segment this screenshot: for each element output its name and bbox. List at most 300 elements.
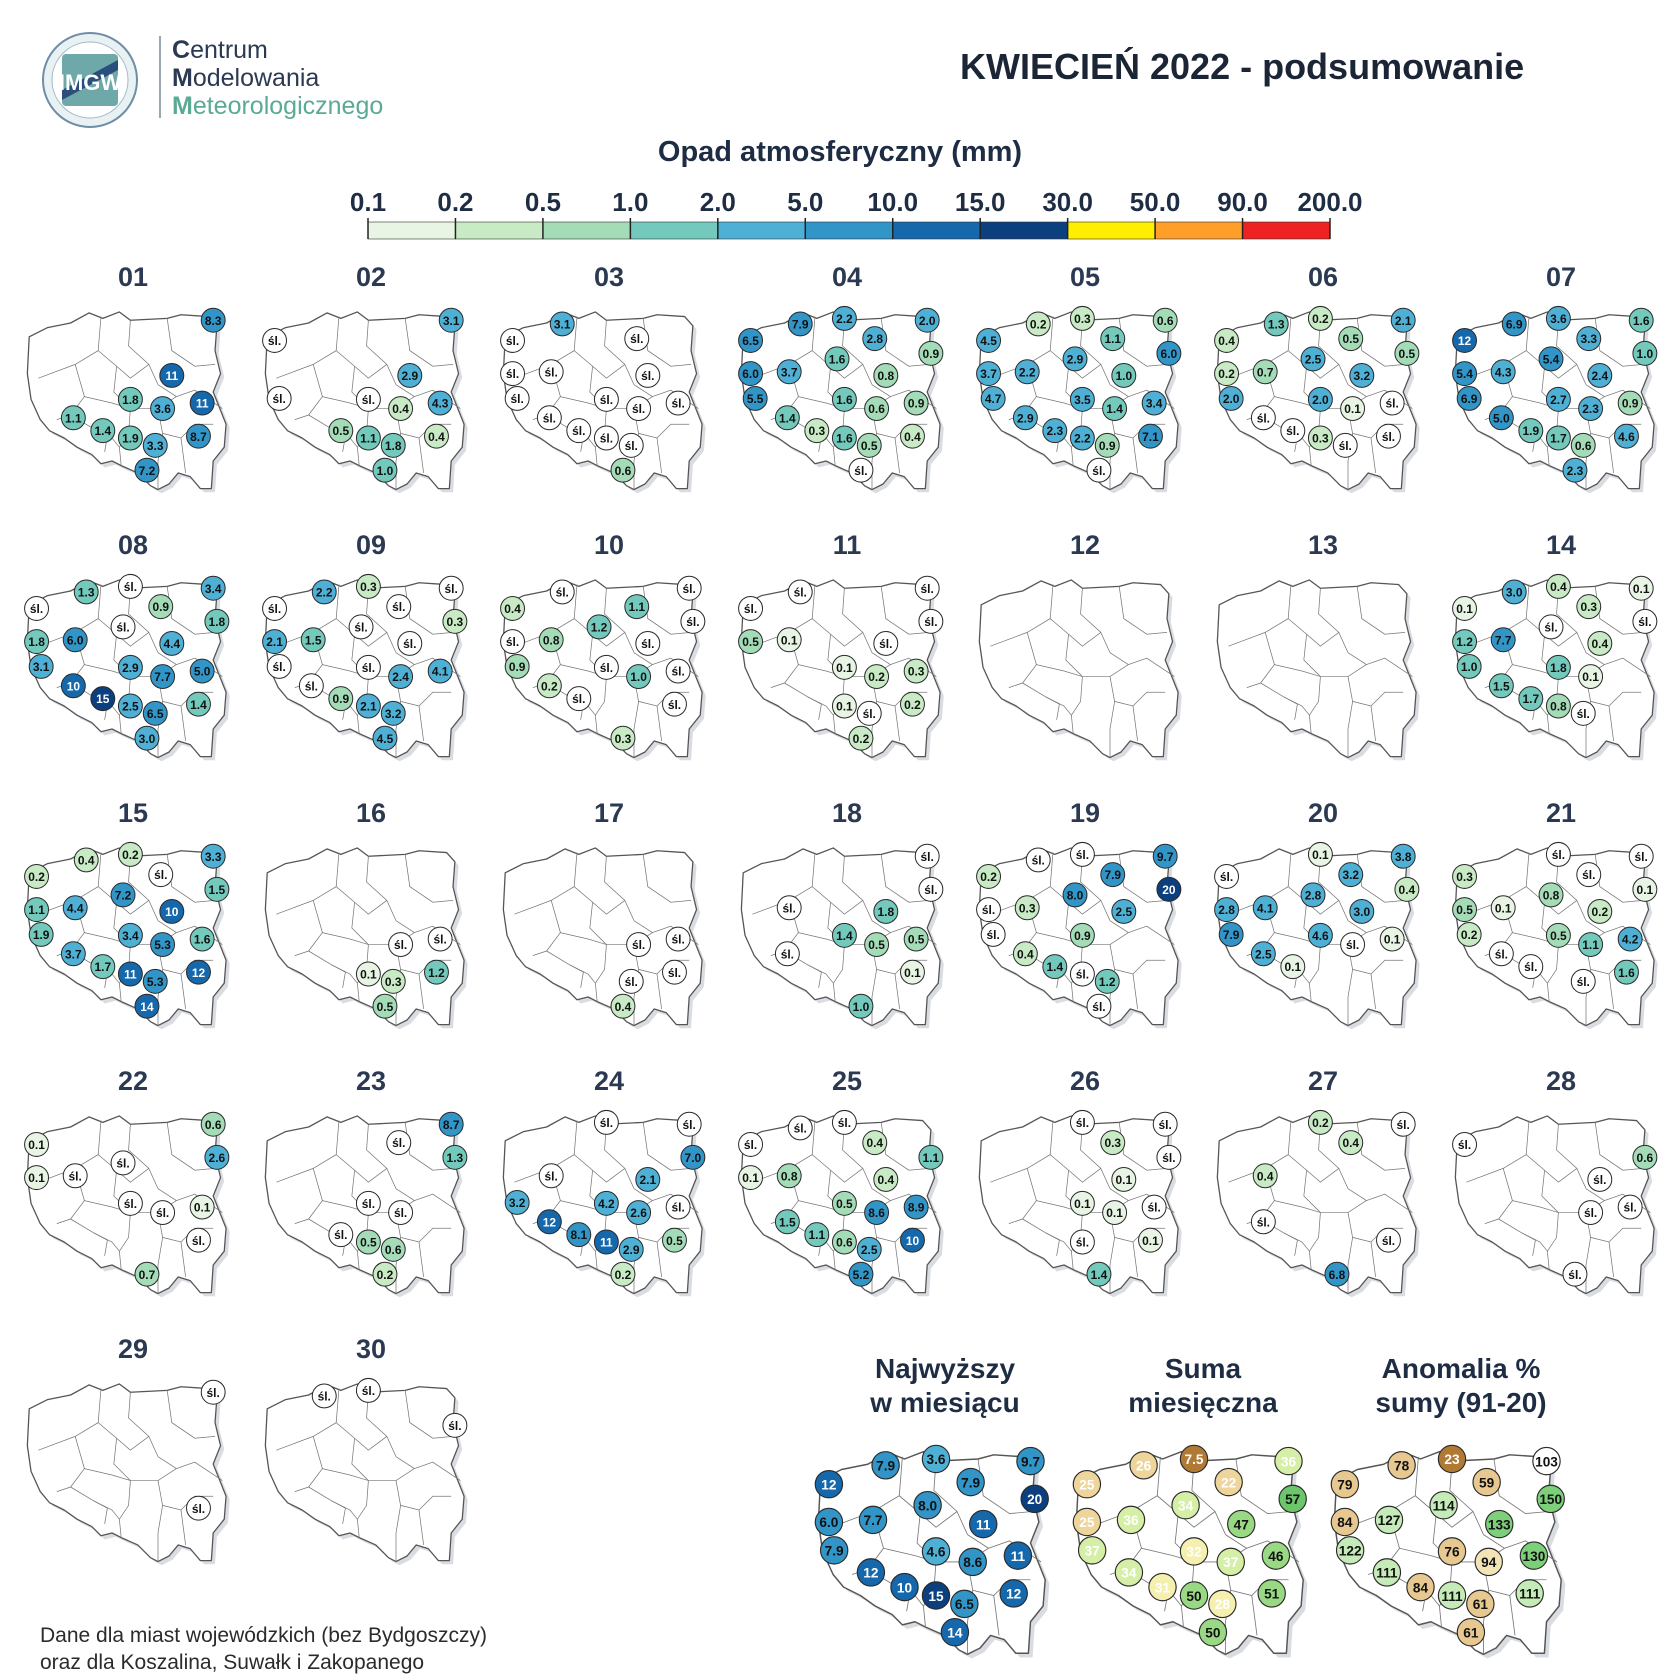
station-marker (1588, 631, 1612, 655)
station-value: śl. (671, 396, 685, 411)
station-value: 3.1 (32, 660, 50, 675)
summary-map (810, 1438, 1062, 1674)
station-value: 14 (140, 999, 154, 1014)
station-value: 111 (1519, 1586, 1541, 1602)
station-marker (1043, 419, 1067, 443)
station-marker (1491, 628, 1515, 652)
station-value: 8.7 (190, 429, 207, 444)
station-value: 11 (195, 396, 209, 411)
station-value: 1.6 (828, 352, 846, 367)
station-marker (143, 701, 167, 725)
daily-map (496, 836, 717, 1043)
station-marker (977, 362, 1001, 386)
station-marker (1180, 1538, 1207, 1565)
station-marker (537, 674, 561, 698)
station-value: śl. (1338, 438, 1352, 453)
station-value: 0.3 (1104, 1136, 1122, 1151)
station-marker (1157, 1145, 1181, 1169)
station-marker (1473, 1468, 1500, 1495)
station-marker (901, 692, 925, 716)
station-value: 32 (1186, 1544, 1202, 1560)
station-marker (1325, 1262, 1349, 1286)
station-marker (1388, 1452, 1415, 1479)
station-marker (1519, 955, 1543, 979)
station-marker (190, 391, 214, 415)
station-value: śl. (793, 585, 807, 600)
station-value: śl. (505, 334, 520, 349)
station-marker (865, 665, 889, 689)
station-marker (849, 994, 873, 1018)
station-value: 6.0 (742, 367, 759, 382)
station-value: 6.9 (1505, 317, 1523, 332)
station-marker (1101, 1131, 1125, 1155)
day-label: 19 (1069, 798, 1101, 828)
summary-title (1331, 1352, 1591, 1420)
station-marker (1453, 898, 1477, 922)
station-value: 0.8 (877, 369, 895, 384)
station-value: 0.3 (446, 614, 464, 629)
station-marker (373, 726, 397, 750)
station-value: 0.4 (1591, 637, 1609, 652)
station-value: 3.3 (1580, 332, 1598, 347)
station-marker (550, 580, 574, 604)
station-marker (118, 923, 142, 947)
station-value: śl. (433, 932, 447, 947)
station-marker (849, 1262, 873, 1286)
station-value: 3.1 (553, 317, 571, 332)
station-value: 3.0 (1505, 585, 1523, 600)
station-marker (1618, 927, 1642, 951)
station-marker (187, 1496, 211, 1520)
station-value: 2.7 (1550, 392, 1567, 407)
station-value: 3.6 (926, 1452, 946, 1468)
station-value: 1.5 (1493, 679, 1510, 694)
station-marker (1180, 1445, 1207, 1472)
station-value: 15 (928, 1588, 944, 1604)
station-marker (1453, 1133, 1477, 1157)
station-value: śl. (743, 602, 758, 617)
station-marker (1453, 329, 1477, 353)
station-marker (977, 898, 1001, 922)
station-marker (1539, 883, 1563, 907)
station-value: 0.9 (332, 692, 350, 707)
station-value: 0.3 (808, 424, 826, 439)
station-marker (1073, 1471, 1100, 1498)
station-value: 3.7 (780, 365, 798, 380)
station-marker (1209, 1590, 1236, 1617)
scale-segment (893, 222, 980, 239)
station-marker (1281, 955, 1305, 979)
station-marker (151, 933, 175, 957)
station-marker (1633, 609, 1657, 633)
station-marker (904, 391, 928, 415)
station-value: śl. (206, 1385, 220, 1400)
station-value: 1.2 (1456, 635, 1473, 650)
station-value: 0.4 (428, 429, 445, 444)
scale-segment (630, 222, 717, 239)
station-marker (1395, 877, 1419, 901)
station-marker (1142, 1195, 1166, 1219)
station-marker (118, 694, 142, 718)
station-marker (1215, 898, 1239, 922)
station-marker (1489, 406, 1513, 430)
station-value: 0.2 (868, 670, 885, 685)
station-value: 12 (821, 1477, 837, 1493)
station-value: 1.1 (808, 1228, 826, 1243)
station-marker (205, 1145, 229, 1169)
station-marker (389, 1201, 413, 1225)
station-marker (1308, 387, 1332, 411)
station-value: 0.5 (360, 1235, 377, 1250)
station-marker (398, 631, 422, 655)
station-value: 3.2 (1353, 369, 1371, 384)
station-marker (1618, 1195, 1642, 1219)
legend-title: Opad atmosferyczny (mm) (657, 136, 1023, 168)
station-value: 36 (1280, 1454, 1297, 1470)
station-marker (205, 877, 229, 901)
station-value: śl. (393, 938, 408, 953)
daily-map (1210, 1104, 1431, 1311)
station-value: śl. (631, 402, 646, 417)
summary-title-line: sumy (91-20) (1375, 1387, 1547, 1418)
station-value: 1.1 (65, 411, 82, 426)
station-value: śl. (392, 600, 406, 615)
station-value: 7.9 (961, 1475, 981, 1491)
station-marker (135, 726, 159, 750)
station-marker (539, 628, 563, 652)
station-marker (1391, 308, 1415, 332)
station-marker (29, 654, 53, 678)
station-marker (25, 865, 49, 889)
station-value: 0.9 (152, 600, 170, 615)
station-marker (1633, 877, 1657, 901)
station-value: 3.6 (154, 402, 171, 417)
station-value: śl. (361, 1196, 376, 1211)
station-value: 0.3 (1018, 901, 1036, 916)
station-marker (863, 1131, 887, 1155)
station-value: 0.1 (836, 699, 853, 714)
station-value: 1.1 (1104, 332, 1122, 347)
station-value: 3.2 (384, 706, 402, 721)
station-value: 4.4 (163, 637, 181, 652)
station-value: 7.9 (824, 1543, 844, 1559)
station-value: 0.5 (1342, 332, 1360, 347)
station-value: 11 (165, 369, 179, 384)
station-marker (1021, 1485, 1048, 1512)
station-value: śl. (743, 1138, 758, 1153)
station-marker (1618, 391, 1642, 415)
station-value: 2.5 (122, 699, 139, 714)
station-marker (1350, 363, 1374, 387)
station-value: śl. (631, 938, 646, 953)
station-marker (190, 927, 214, 951)
summary-map (1326, 1438, 1578, 1674)
station-value: 12 (863, 1565, 879, 1581)
station-marker (832, 923, 856, 947)
station-marker (1253, 896, 1277, 920)
station-marker (874, 1167, 898, 1191)
station-value: 0.3 (1580, 600, 1598, 615)
station-value: 57 (1285, 1492, 1301, 1508)
daily-map (496, 568, 717, 775)
org-initial-1: C (172, 36, 191, 64)
station-value: 5.0 (1493, 411, 1510, 426)
station-value: 46 (1268, 1548, 1284, 1564)
station-value: 0.1 (1074, 1196, 1091, 1211)
station-marker (957, 1468, 984, 1495)
station-value: 2.0 (1312, 392, 1329, 407)
station-marker (1519, 419, 1543, 443)
station-value: 3.4 (1145, 396, 1163, 411)
scale-tick-label: 2.0 (699, 187, 736, 217)
station-marker (915, 844, 939, 868)
station-marker (1633, 1145, 1657, 1169)
station-value: 0.1 (1142, 1233, 1159, 1248)
station-value: 4.3 (1494, 365, 1512, 380)
station-marker (1199, 1619, 1226, 1646)
station-value: śl. (682, 1117, 696, 1132)
daily-map (972, 300, 1193, 507)
station-value: 8.7 (442, 1117, 460, 1132)
station-value: 3.3 (146, 438, 164, 453)
station-value: śl. (317, 1389, 331, 1404)
station-value: śl. (599, 1116, 614, 1131)
station-marker (1486, 1510, 1513, 1537)
station-marker (951, 1590, 978, 1617)
station-marker (439, 308, 463, 332)
station-marker (1017, 1447, 1044, 1474)
station-marker (356, 962, 380, 986)
station-value: 3.0 (1353, 905, 1371, 920)
station-marker (25, 1166, 49, 1190)
station-marker (849, 458, 873, 482)
station-value: 2.2 (836, 312, 853, 327)
station-value: 2.8 (1304, 888, 1322, 903)
summary-title-line: Najwyższy (874, 1353, 1016, 1384)
station-marker (859, 1506, 886, 1533)
station-value: 4.4 (66, 901, 84, 916)
station-value: 2.2 (315, 585, 333, 600)
station-marker (1087, 994, 1111, 1018)
station-marker (118, 426, 142, 450)
station-value: 130 (1522, 1548, 1546, 1564)
station-marker (1070, 923, 1094, 947)
station-value: 10 (905, 1233, 920, 1248)
station-marker (1546, 426, 1570, 450)
day-label: 14 (1545, 530, 1577, 560)
station-marker (865, 1201, 889, 1225)
station-marker (1588, 363, 1612, 387)
station-marker (891, 1573, 918, 1600)
station-marker (865, 933, 889, 957)
station-value: 4.3 (431, 396, 449, 411)
station-value: 0.1 (360, 967, 377, 982)
station-marker (1502, 312, 1526, 336)
station-marker (201, 1380, 225, 1404)
station-marker (1453, 630, 1477, 654)
station-marker (381, 433, 405, 457)
daily-map (1210, 568, 1431, 775)
station-value: 0.4 (877, 1173, 895, 1188)
station-marker (821, 1537, 848, 1564)
station-marker (1539, 347, 1563, 371)
station-value: 5.4 (1456, 367, 1473, 382)
station-value: 0.8 (1550, 699, 1567, 714)
station-value: 94 (1481, 1555, 1497, 1571)
station-value: 0.4 (392, 402, 409, 417)
station-marker (143, 969, 167, 993)
station-marker (1467, 1590, 1494, 1617)
station-value: 8.3 (204, 313, 222, 328)
station-value: 103 (1535, 1454, 1558, 1470)
station-marker (1251, 942, 1275, 966)
station-value: śl. (920, 581, 934, 596)
scale-segment (718, 222, 805, 239)
poland-outline (979, 580, 1178, 758)
station-value: 0.1 (1582, 670, 1599, 685)
station-marker (627, 397, 651, 421)
station-value: 51 (1264, 1586, 1280, 1602)
station-value: 150 (1539, 1492, 1563, 1508)
station-marker (915, 576, 939, 600)
station-value: 5.0 (193, 664, 211, 679)
station-marker (501, 597, 525, 621)
station-value: śl. (1256, 1215, 1270, 1230)
station-value: śl. (986, 928, 1000, 943)
org-word-2: odelowania (192, 64, 320, 92)
station-value: śl. (272, 392, 286, 407)
station-value: 4.5 (376, 731, 394, 746)
station-value: 0.2 (1218, 367, 1235, 382)
day-label: 26 (1069, 1066, 1101, 1096)
station-value: 0.1 (836, 660, 853, 675)
station-marker (505, 386, 529, 410)
station-marker (1264, 312, 1288, 336)
station-marker (1546, 574, 1570, 598)
station-value: 0.5 (666, 1233, 683, 1248)
scale-tick-label: 30.0 (1042, 187, 1093, 217)
station-value: 0.9 (922, 346, 940, 361)
station-marker (666, 391, 690, 415)
station-marker (1491, 360, 1515, 384)
station-value: śl. (361, 1384, 376, 1399)
station-value: 12 (1006, 1586, 1022, 1602)
station-marker (815, 1508, 842, 1535)
station-marker (539, 1164, 563, 1188)
station-value: śl. (782, 901, 796, 916)
station-marker (594, 655, 618, 679)
station-marker (356, 387, 380, 411)
station-value: 0.2 (541, 679, 558, 694)
station-marker (1457, 386, 1481, 410)
station-value: śl. (1544, 620, 1558, 635)
station-marker (775, 406, 799, 430)
station-marker (25, 898, 49, 922)
station-value: 25 (1079, 1515, 1095, 1531)
daily-map (258, 836, 479, 1043)
station-value: 0.2 (904, 697, 921, 712)
station-marker (151, 1201, 175, 1225)
station-marker (501, 630, 525, 654)
station-marker (1333, 433, 1357, 457)
station-value: 0.6 (868, 402, 885, 417)
station-value: 1.1 (360, 431, 377, 446)
station-marker (587, 615, 611, 639)
station-marker (1438, 1582, 1465, 1609)
station-marker (263, 329, 287, 353)
station-marker (832, 655, 856, 679)
station-marker (1502, 580, 1526, 604)
station-value: 0.5 (1398, 346, 1416, 361)
station-value: 7.7 (154, 670, 171, 685)
station-value: 11 (1010, 1548, 1026, 1564)
day-label: 23 (355, 1066, 387, 1096)
station-value: śl. (1494, 947, 1508, 962)
station-value: śl. (667, 965, 682, 980)
station-marker (1139, 424, 1163, 448)
station-value: 0.5 (742, 635, 759, 650)
station-value: 2.8 (866, 332, 884, 347)
station-marker (1453, 362, 1477, 386)
station-value: śl. (1583, 1206, 1598, 1221)
station-marker (739, 597, 763, 621)
station-value: 2.1 (360, 699, 377, 714)
daily-map (20, 1104, 241, 1311)
station-value: 1.6 (193, 932, 211, 947)
station-value: śl. (981, 903, 996, 918)
station-value: 12 (1457, 334, 1472, 349)
station-value: 1.0 (1636, 346, 1654, 361)
daily-map (734, 568, 955, 775)
station-marker (739, 362, 763, 386)
station-marker (187, 692, 211, 716)
station-value: 4.6 (1618, 429, 1635, 444)
station-value: 7.1 (1142, 429, 1159, 444)
station-marker (627, 1201, 651, 1225)
station-marker (1331, 1508, 1358, 1535)
station-marker (201, 576, 225, 600)
station-value: 1.1 (628, 600, 646, 615)
station-value: śl. (444, 581, 458, 596)
footnote-line-2: oraz dla Koszalina, Suwałk i Zakopanego (40, 1651, 425, 1674)
station-value: 1.0 (1460, 660, 1478, 675)
station-marker (805, 419, 829, 443)
station-marker (356, 1378, 380, 1402)
precip-color-scale (0, 0, 1680, 260)
scale-tick-label: 90.0 (1217, 187, 1268, 217)
station-value: 4.1 (1256, 901, 1274, 916)
station-marker (187, 424, 211, 448)
station-marker (1215, 865, 1239, 889)
station-marker (1577, 863, 1601, 887)
station-value: 0.4 (614, 999, 632, 1014)
station-value: 0.7 (138, 1267, 156, 1282)
station-marker (539, 360, 563, 384)
station-value: 1.6 (836, 431, 853, 446)
station-marker (1579, 397, 1603, 421)
station-value: 4.7 (984, 392, 1002, 407)
station-value: 1.4 (1090, 1267, 1108, 1282)
station-value: 8.6 (868, 1206, 885, 1221)
station-value: 0.1 (904, 965, 921, 980)
station-value: 2.9 (122, 660, 139, 675)
daily-map (258, 568, 479, 775)
station-marker (201, 844, 225, 868)
station-value: 7.2 (138, 463, 156, 478)
station-value: 6.5 (742, 334, 759, 349)
station-marker (1000, 1580, 1027, 1607)
station-marker (356, 655, 380, 679)
